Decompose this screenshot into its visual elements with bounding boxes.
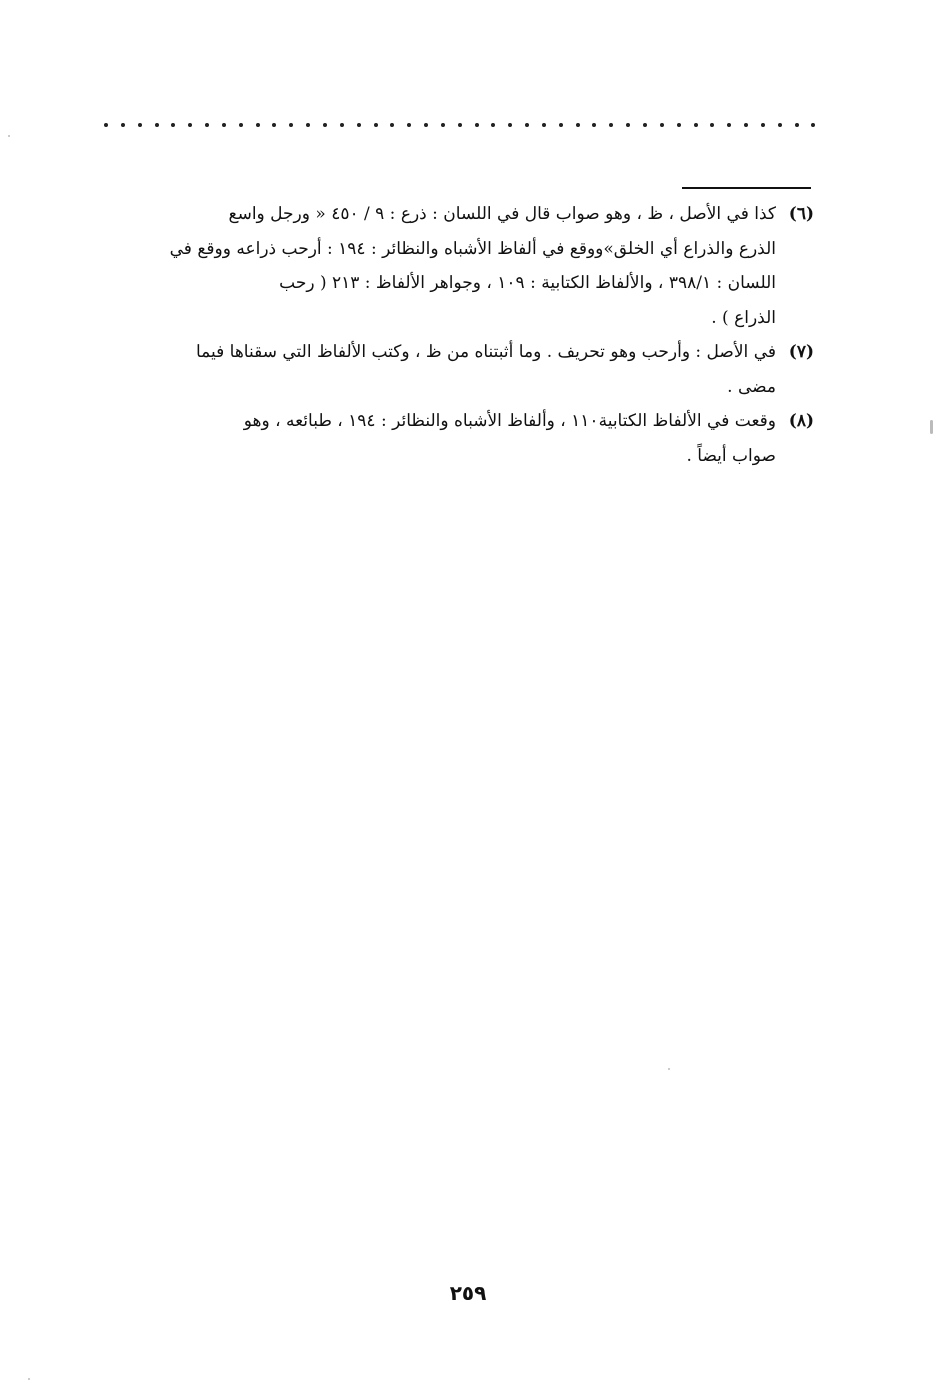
footnote-number: (٨) bbox=[788, 411, 814, 431]
scan-speck bbox=[8, 135, 10, 137]
separator-dot bbox=[155, 123, 159, 127]
separator-dot bbox=[677, 123, 681, 127]
footnote-6-line-1: كذا في الأصل ، ظ ، وهو صواب قال في اللسان : ذرع : ٩ / ٤٥٠ « ورجل واسع bbox=[228, 204, 776, 224]
scan-speck bbox=[668, 1068, 670, 1070]
separator-dot bbox=[559, 123, 563, 127]
separator-dot bbox=[660, 123, 664, 127]
separator-dot bbox=[357, 123, 361, 127]
separator-dot bbox=[121, 123, 125, 127]
footnote-number: (٧) bbox=[788, 342, 814, 362]
dotted-separator bbox=[104, 118, 816, 132]
separator-dot bbox=[407, 123, 411, 127]
separator-dot bbox=[727, 123, 731, 127]
separator-dot bbox=[306, 123, 310, 127]
footnote-8-line-2: صواب أيضاً . bbox=[686, 445, 776, 466]
footnote-rule bbox=[682, 187, 811, 189]
separator-dot bbox=[138, 123, 142, 127]
separator-dot bbox=[374, 123, 378, 127]
footnotes-section bbox=[106, 197, 814, 473]
separator-dot bbox=[475, 123, 479, 127]
separator-dot bbox=[795, 123, 799, 127]
footnote-6-line-3: اللسان : ٣٩٨/١ ، والألفاظ الكتابية : ١٠٩ ، وجواهر الألفاظ : ٢١٣ ( رحب bbox=[279, 273, 776, 293]
separator-dot bbox=[592, 123, 596, 127]
footnote-6 bbox=[106, 197, 814, 232]
separator-dot bbox=[205, 123, 209, 127]
separator-dot bbox=[778, 123, 782, 127]
separator-dot bbox=[390, 123, 394, 127]
separator-dot bbox=[289, 123, 293, 127]
separator-dot bbox=[508, 123, 512, 127]
separator-dot bbox=[104, 123, 108, 127]
footnote-7 bbox=[106, 335, 814, 370]
separator-dot bbox=[744, 123, 748, 127]
separator-dot bbox=[256, 123, 260, 127]
footnote-6-line-2: الذرع والذراع أي الخلق»ووقع في ألفاظ الأشباه والنظائر : ١٩٤ : أرحب ذراعه ووقع في bbox=[169, 238, 776, 259]
separator-dot bbox=[222, 123, 226, 127]
separator-dot bbox=[542, 123, 546, 127]
footnote-6-line-4: الذراع ) . bbox=[711, 307, 776, 328]
footnote-number: (٦) bbox=[788, 204, 814, 224]
separator-dot bbox=[491, 123, 495, 127]
scan-speck bbox=[930, 420, 933, 434]
page-number: ٢٥٩ bbox=[449, 1281, 487, 1305]
separator-dot bbox=[272, 123, 276, 127]
separator-dot bbox=[239, 123, 243, 127]
separator-dot bbox=[761, 123, 765, 127]
separator-dot bbox=[576, 123, 580, 127]
separator-dot bbox=[710, 123, 714, 127]
separator-dot bbox=[643, 123, 647, 127]
separator-dot bbox=[323, 123, 327, 127]
separator-dot bbox=[694, 123, 698, 127]
scan-speck bbox=[28, 1378, 30, 1380]
separator-dot bbox=[626, 123, 630, 127]
separator-dot bbox=[424, 123, 428, 127]
separator-dot bbox=[609, 123, 613, 127]
separator-dot bbox=[171, 123, 175, 127]
separator-dot bbox=[188, 123, 192, 127]
footnote-8-line-1: وقعت في الألفاظ الكتابية١١٠ ، وألفاظ الأشباه والنظائر : ١٩٤ ، طبائعه ، وهو bbox=[243, 411, 776, 431]
separator-dot bbox=[441, 123, 445, 127]
separator-dot bbox=[458, 123, 462, 127]
footnote-7-line-2: مضى . bbox=[727, 376, 776, 397]
separator-dot bbox=[811, 123, 815, 127]
footnote-8 bbox=[106, 404, 814, 439]
footnote-7-line-1: في الأصل : وأرحب وهو تحريف . وما أثبتناه من ظ ، وكتب الألفاظ التي سقناها فيما bbox=[195, 342, 776, 362]
separator-dot bbox=[525, 123, 529, 127]
separator-dot bbox=[340, 123, 344, 127]
